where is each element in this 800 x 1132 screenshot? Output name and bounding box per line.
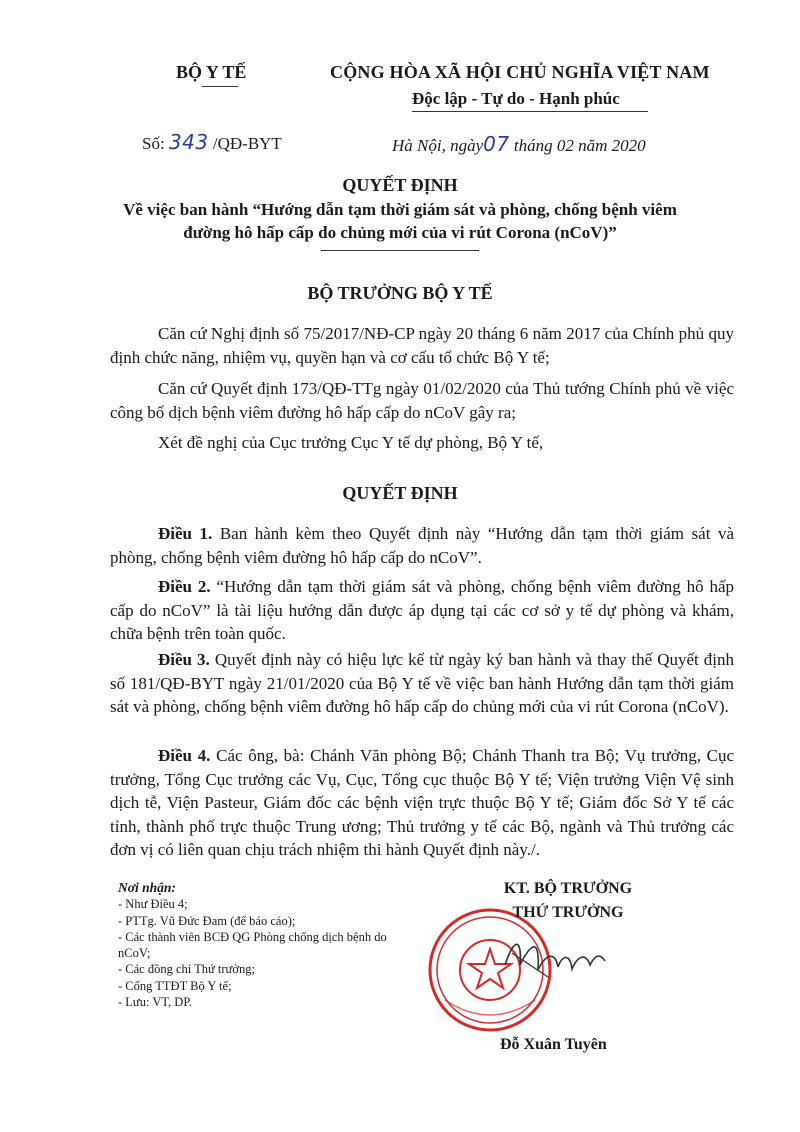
recipients-heading: Nơi nhận: (118, 880, 176, 895)
subject-underline (321, 250, 479, 251)
article-1 (110, 522, 734, 569)
recipient-item: - Lưu: VT, DP. (118, 995, 193, 1010)
article-text: Quyết định này có hiệu lực kể từ ngày ký ban hành và thay thế Quyết định số 181/QĐ-BYT ngày 21/01/2020 của Bộ Y tế về việc ban hành Hướng dẫn tạm thời giám sát và phòng, chống bệnh viêm đường hô hấp cấp do chủng mới của vi rút Corona (nCoV). (110, 650, 734, 716)
recipient-item: - Như Điều 4; (118, 897, 188, 912)
document-title: QUYẾT ĐỊNH (342, 175, 458, 195)
doc-number-prefix: Số: (142, 134, 165, 153)
article-3 (110, 648, 734, 719)
recipient-item: - PTTg. Vũ Đức Đam (để báo cáo); (118, 913, 296, 928)
article-text: Ban hành kèm theo Quyết định này “Hướng dẫn tạm thời giám sát và phòng, chống bệnh viêm đường hô hấp cấp do nCoV”. (110, 524, 735, 567)
issuing-authority: BỘ TRƯỞNG BỘ Y TẾ (307, 283, 493, 303)
signature-title: KT. BỘ TRƯỞNG (503, 880, 633, 897)
subject-line-2: đường hô hấp cấp do chủng mới của vi rút Corona (nCoV)” (183, 223, 617, 242)
recipient-item: - Các thành viên BCĐ QG Phòng chống dịch bệnh do nCoV; (118, 929, 387, 961)
motto-underline (412, 111, 648, 112)
article-text: “Hướng dẫn tạm thời giám sát và phòng, chống bệnh viêm đường hô hấp cấp do nCoV” là tài liệu hướng dẫn được áp dụng tại các cơ sở y tế dự phòng và khám, chữa bệnh trên toàn quốc. (110, 577, 734, 643)
issue-date (392, 132, 646, 156)
country-name: CỘNG HÒA XÃ HỘI CHỦ NGHĨA VIỆT NAM (330, 62, 710, 82)
issuing-ministry: BỘ Y TẾ (176, 62, 247, 82)
recipient-item: - Các đồng chí Thứ trưởng; (118, 962, 255, 977)
date-prefix: Hà Nội, ngày (392, 136, 484, 155)
preamble-paragraph: Căn cứ Quyết định 173/QĐ-TTg ngày 01/02/2020 của Thủ tướng Chính phủ về việc công bố dịch bệnh viêm đường hô hấp cấp do nCoV gây ra; (110, 379, 734, 422)
subject-line-1: Về việc ban hành “Hướng dẫn tạm thời giám sát và phòng, chống bệnh viêm (123, 200, 677, 219)
national-motto: Độc lập - Tự do - Hạnh phúc (412, 89, 620, 108)
article-text: Các ông, bà: Chánh Văn phòng Bộ; Chánh Thanh tra Bộ; Vụ trưởng, Cục trưởng, Tổng Cục trưởng các Vụ, Cục, Tổng cục thuộc Bộ Y tế; Viện trưởng Viện Vệ sinh dịch tễ, Viện Pasteur, Giám đốc các bệnh viện trực thuộc Bộ Y tế; Giám đốc Sở Y tế các tỉnh, thành phố trực thuộc Trung ương; Thủ trưởng y tế các Bộ, ngành và Thủ trưởng các đơn vị có liên quan chịu trách nhiệm thi hành Quyết định này./. (110, 746, 735, 859)
article-label: Điều 2. (158, 577, 211, 596)
date-suffix: tháng 02 năm 2020 (513, 136, 646, 155)
preamble-paragraph: Xét đề nghị của Cục trưởng Cục Y tế dự phòng, Bộ Y tế, (158, 433, 544, 452)
document-subject (110, 198, 690, 244)
document-number (142, 130, 282, 154)
handwritten-signature-icon (500, 925, 610, 985)
article-label: Điều 3. (158, 650, 210, 669)
signature-subtitle: THỨ TRƯỞNG (512, 904, 624, 921)
article-label: Điều 4. (158, 746, 211, 765)
doc-number-suffix: /QĐ-BYT (212, 134, 282, 153)
article-label: Điều 1. (158, 524, 213, 543)
ministry-underline (202, 86, 238, 87)
signer-name: Đỗ Xuân Tuyên (500, 1036, 607, 1053)
date-day-handwritten: 07 (483, 132, 510, 156)
decision-heading: QUYẾT ĐỊNH (342, 483, 458, 503)
preamble-paragraph: Căn cứ Nghị định số 75/2017/NĐ-CP ngày 20 tháng 6 năm 2017 của Chính phủ quy định chức năng, nhiệm vụ, quyền hạn và cơ cấu tổ chức Bộ Y tế; (110, 324, 734, 367)
doc-number-handwritten: 343 (168, 130, 209, 154)
article-2 (110, 575, 734, 646)
recipient-item: - Cổng TTĐT Bộ Y tế; (118, 978, 232, 993)
recipients-list (118, 880, 418, 1010)
article-4 (110, 744, 734, 862)
